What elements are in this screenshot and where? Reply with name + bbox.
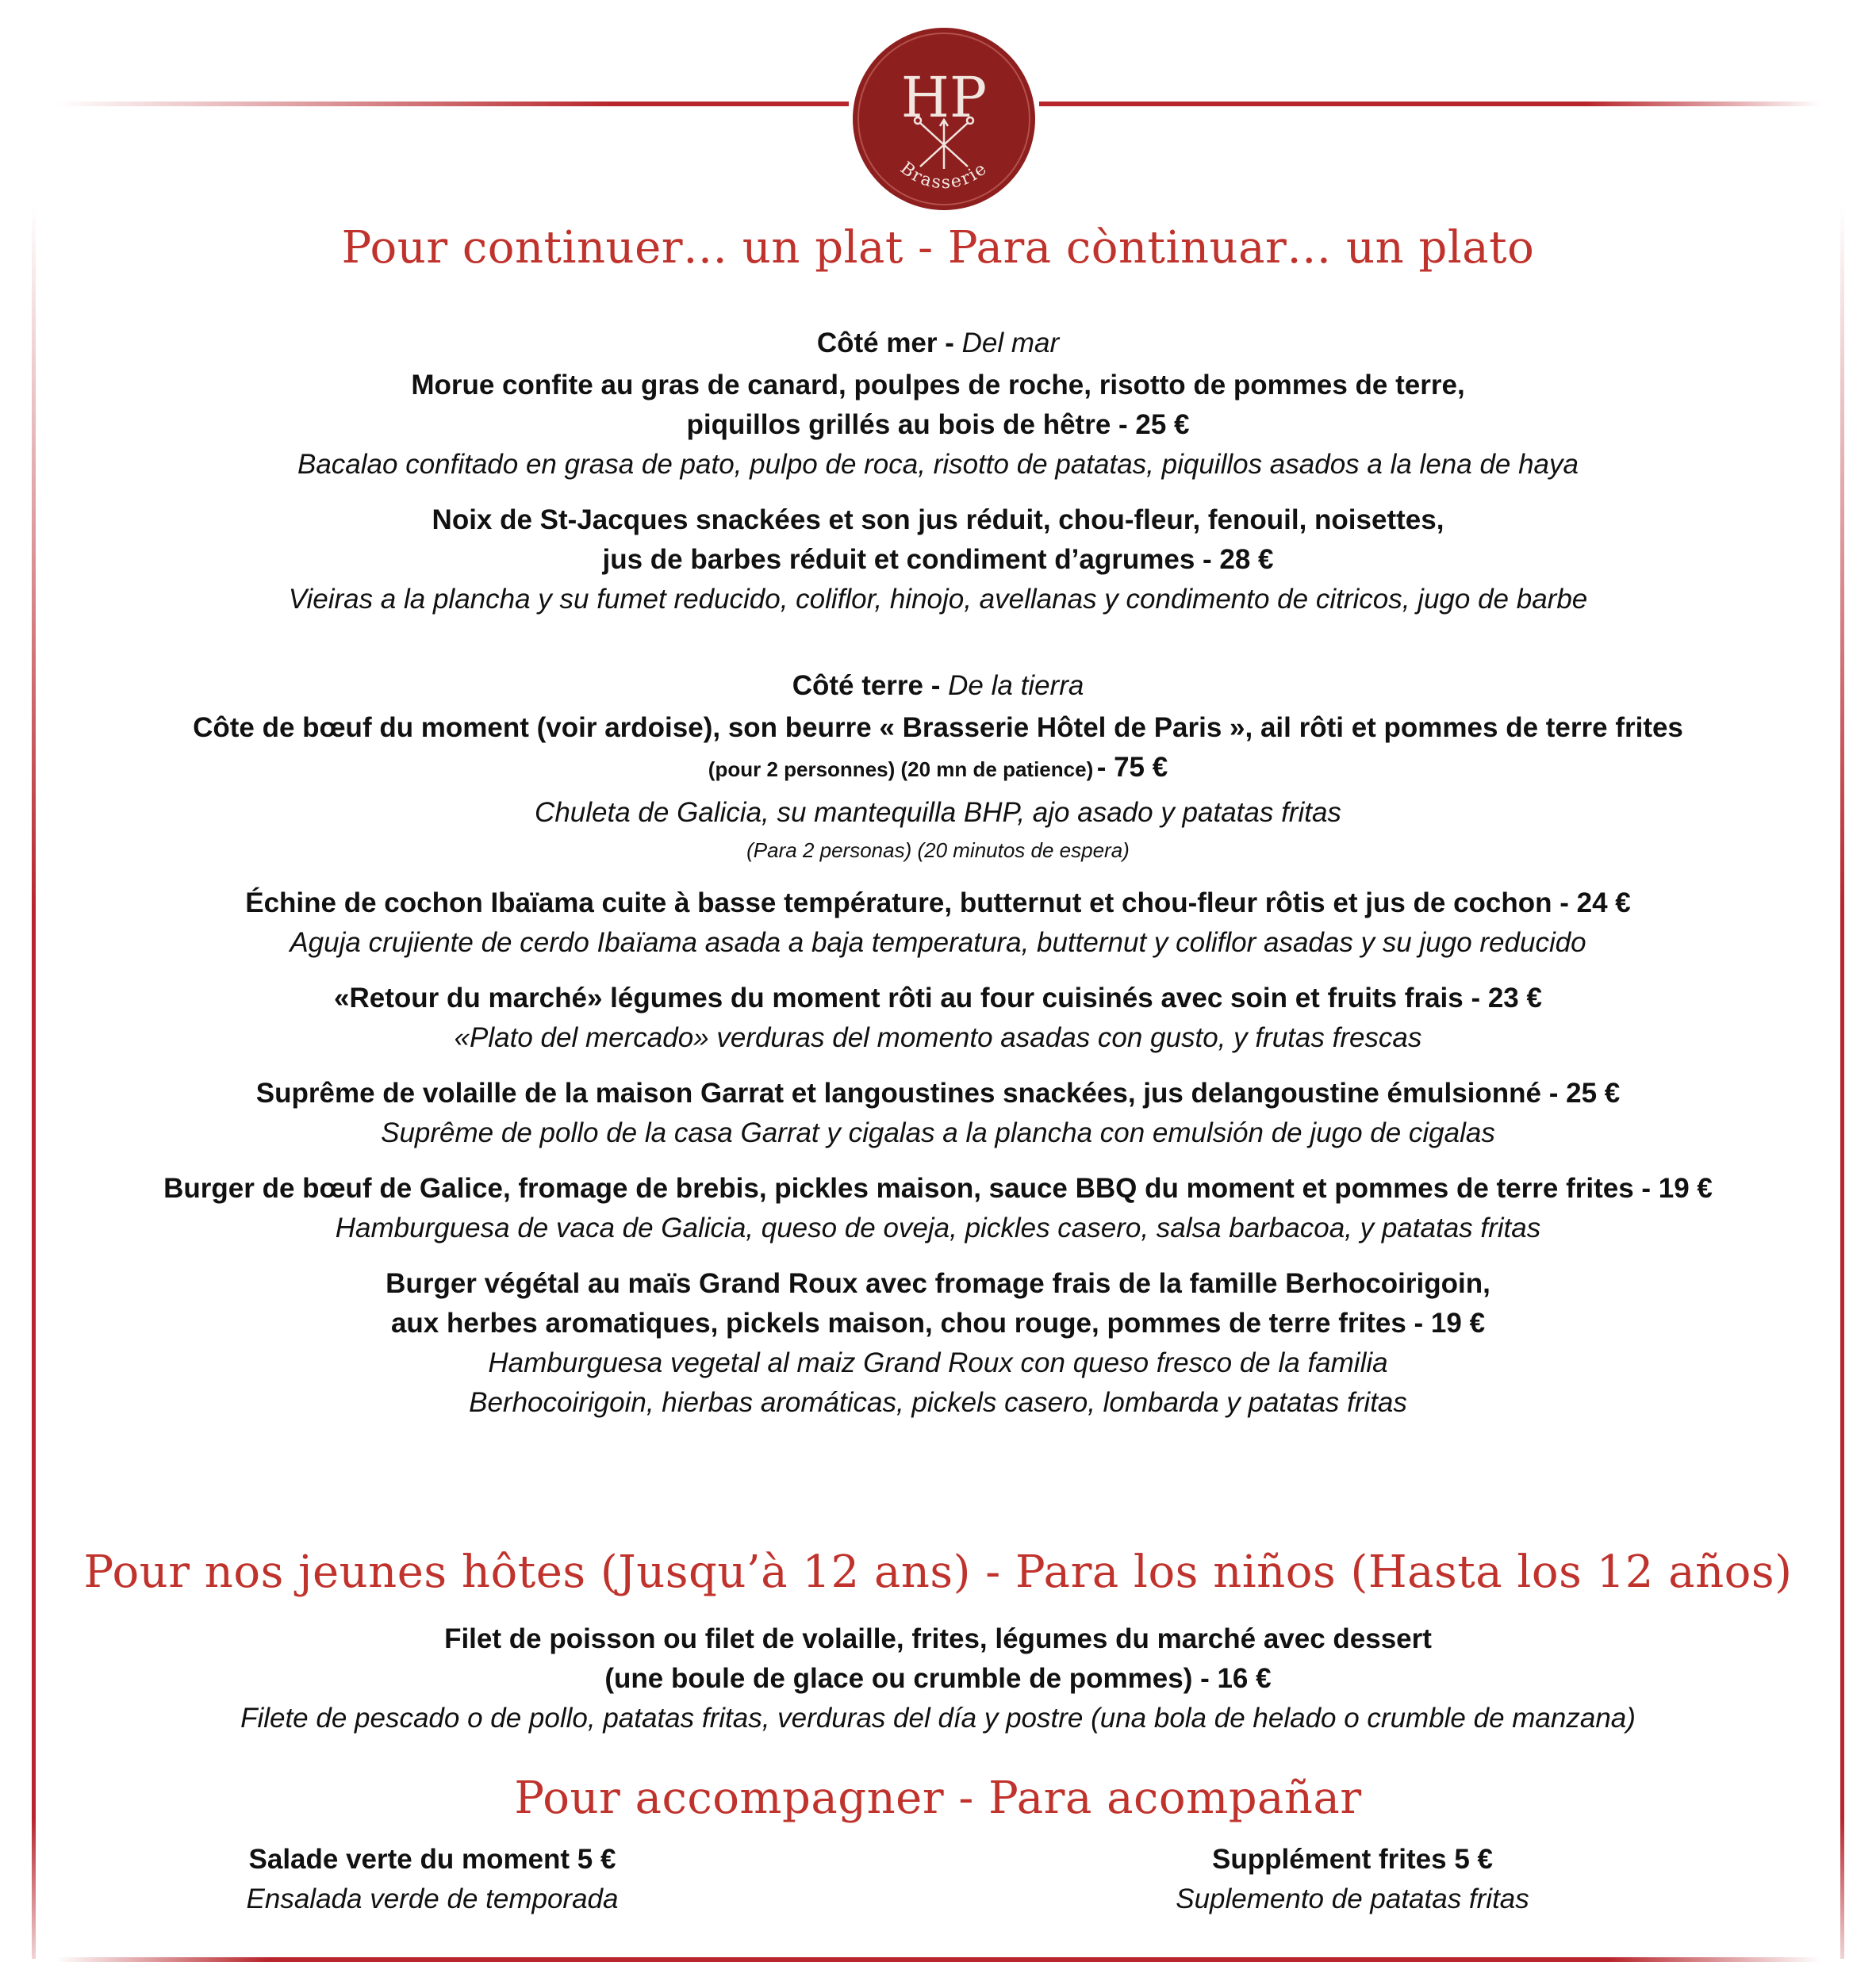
menu-item-cod xyxy=(0,366,1876,485)
frame-line-top-right xyxy=(1039,102,1820,106)
item-fr-note: (pour 2 personnes) (20 mn de patience) xyxy=(708,757,1094,781)
land-subheading xyxy=(0,664,1876,708)
item-fr-line: Morue confite au gras de canard, poulpes de roche, risotto de pommes de terre, xyxy=(411,370,1465,400)
logo-initials: HP xyxy=(900,65,988,130)
item-fr-line: (une boule de glace ou crumble de pommes) - 16 € xyxy=(604,1663,1272,1694)
frame-line-top-left xyxy=(56,102,849,106)
item-fr-line: Filet de poisson ou filet de volaille, frites, légumes du marché avec dessert xyxy=(444,1623,1432,1654)
frame-line-bottom xyxy=(56,1957,1820,1962)
item-es-line: Vieiras a la plancha y su fumet reducido, coliflor, hinojo, avellanas y condimento de citricos, jugo de barbe xyxy=(288,584,1588,615)
item-es-line: Bacalao confitado en grasa de pato, pulpo de roca, risotto de patatas, piquillos asados a la lena de haya xyxy=(297,449,1579,480)
menu-item-veggie-burger xyxy=(0,1264,1876,1423)
menu-item-beef-rib xyxy=(0,708,1876,868)
menu-item-scallops xyxy=(0,500,1876,619)
item-es-line: «Plato del mercado» verduras del momento asadas con gusto, y frutas frescas xyxy=(454,1022,1422,1053)
item-fr-line: Suprême de volaille de la maison Garrat et langoustines snackées, jus delangoustine émulsionné - 25 € xyxy=(255,1078,1621,1109)
side-item-salad xyxy=(0,1840,865,1919)
item-es-line: Suprême de pollo de la casa Garrat y cigalas a la plancha con emulsión de jugo de cigalas xyxy=(381,1117,1495,1148)
logo-name: Brasserie xyxy=(896,158,992,194)
item-fr-line: Échine de cochon Ibaïama cuite à basse température, butternut et chou-fleur rôtis et jus de cochon - 24 € xyxy=(245,887,1631,918)
item-es-line: Chuleta de Galicia, su mantequilla BHP, ajo asado y patatas fritas xyxy=(535,797,1341,828)
crossed-arrows-icon xyxy=(915,117,973,169)
sides-title: Pour accompagner - Para acompañar xyxy=(514,1772,1362,1824)
sea-label-es: Del mar xyxy=(961,328,1060,358)
land-label-es: De la tierra xyxy=(948,670,1084,701)
item-price: - 75 € xyxy=(1096,752,1168,783)
side-es: Ensalada verde de temporada xyxy=(246,1883,619,1914)
item-fr-line: piquillos grillés au bois de hêtre - 25 € xyxy=(686,409,1190,440)
side-fr: Salade verte du moment 5 € xyxy=(248,1844,616,1875)
side-es: Suplemento de patatas fritas xyxy=(1176,1883,1529,1914)
item-fr-line: Burger de bœuf de Galice, fromage de brebis, pickles maison, sauce BBQ du moment et pommes de terre frites - 19 € xyxy=(163,1173,1713,1204)
menu-item-poultry xyxy=(0,1074,1876,1153)
item-es-line: Hamburguesa vegetal al maiz Grand Roux con queso fresco de la familia xyxy=(488,1347,1388,1378)
item-fr-note-line xyxy=(0,748,1876,793)
menu-item-market-vegetables xyxy=(0,979,1876,1058)
kids-menu-section xyxy=(0,1619,1876,1738)
sea-subheading xyxy=(0,321,1876,366)
menu-item-beef-burger xyxy=(0,1169,1876,1248)
item-fr-line: jus de barbes réduit et condiment d’agrumes - 28 € xyxy=(602,544,1274,575)
item-fr-line: Côte de bœuf du moment (voir ardoise), son beurre « Brasserie Hôtel de Paris », ail rôti et pommes de terre frites xyxy=(193,712,1683,743)
item-es-line: Filete de pescado o de pollo, patatas fritas, verduras del día y postre (una bola de helado o crumble de manzana) xyxy=(240,1703,1636,1734)
item-fr-line: Burger végétal au maïs Grand Roux avec fromage frais de la famille Berhocoirigoin, xyxy=(386,1268,1490,1299)
item-es-line: Hamburguesa de vaca de Galicia, queso de oveja, pickles casero, salsa barbacoa, y patatas fritas xyxy=(335,1213,1541,1243)
item-fr-line: Noix de St-Jacques snackées et son jus réduit, chou-fleur, fenouil, noisettes, xyxy=(432,504,1444,535)
main-course-section xyxy=(0,321,1876,1423)
main-course-title: Pour continuer… un plat - Para còntinuar… un plato xyxy=(341,222,1535,274)
land-label-fr: Côté terre - xyxy=(792,670,941,701)
brasserie-logo xyxy=(853,28,1035,210)
side-item-fries xyxy=(976,1840,1729,1919)
item-fr-line: aux herbes aromatiques, pickels maison, chou rouge, pommes de terre frites - 19 € xyxy=(390,1308,1486,1339)
item-es-note: (Para 2 personas) (20 minutos de espera) xyxy=(746,838,1130,862)
menu-item-pork xyxy=(0,883,1876,963)
item-es-line: Berhocoirigoin, hierbas aromáticas, pickels casero, lombarda y patatas fritas xyxy=(469,1387,1407,1418)
sea-label-fr: Côté mer - xyxy=(816,328,954,358)
side-fr: Supplément frites 5 € xyxy=(1212,1844,1493,1875)
item-fr-line: «Retour du marché» légumes du moment rôti au four cuisinés avec soin et fruits frais - 23 € xyxy=(334,983,1542,1014)
kids-menu-title: Pour nos jeunes hôtes (Jusqu’à 12 ans) - Para los niños (Hasta los 12 años) xyxy=(83,1546,1793,1598)
item-es-line: Aguja crujiente de cerdo Ibaïama asada a baja temperatura, butternut y coliflor asadas y su jugo reducido xyxy=(290,927,1586,958)
